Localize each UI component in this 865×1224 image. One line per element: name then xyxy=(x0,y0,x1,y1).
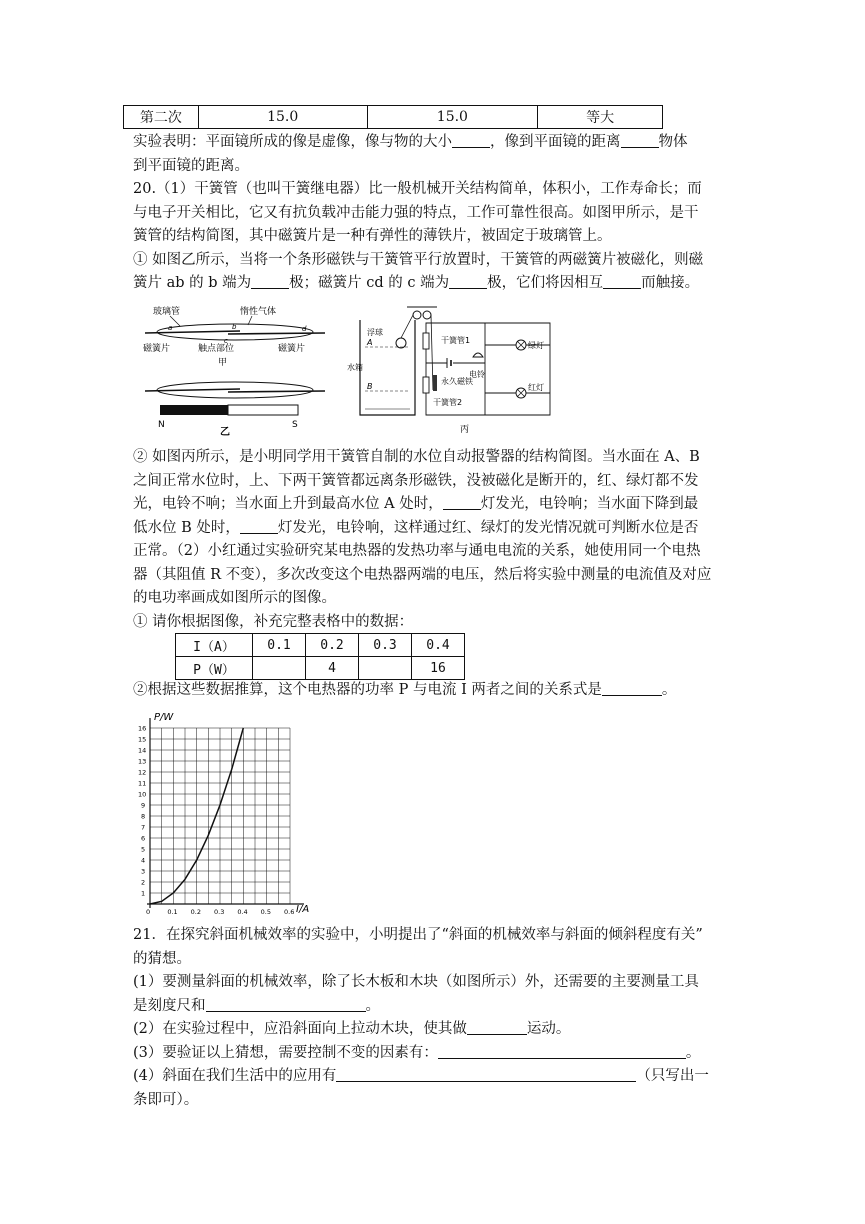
x-tick-label: 0.5 xyxy=(260,908,272,916)
label-b: b xyxy=(232,323,237,331)
label-contact: 触点部位 xyxy=(198,344,235,354)
label-b-level: B xyxy=(367,382,373,391)
answer-blank[interactable] xyxy=(621,133,659,148)
y-tick-label: 8 xyxy=(141,812,146,821)
question-20-relation: ②根据这些数据推算，这个电热器的功率 P 与电流 I 两者之间的关系式是 。 xyxy=(133,682,677,698)
y-tick-label: 14 xyxy=(138,746,147,755)
current-power-table xyxy=(175,633,465,680)
table-cell: 0.3 xyxy=(359,634,412,657)
bar-magnet-n xyxy=(160,405,228,415)
y-tick-label: 4 xyxy=(141,856,146,865)
answer-blank[interactable] xyxy=(443,495,481,510)
y-tick-label: 16 xyxy=(138,724,147,733)
caption-bing: 丙 xyxy=(460,425,470,435)
answer-blank[interactable] xyxy=(467,1020,527,1035)
x-tick-label: 0.6 xyxy=(284,908,295,916)
label-tank: 水箱 xyxy=(347,363,363,372)
table-row xyxy=(124,106,663,129)
float-ball xyxy=(396,338,406,348)
y-axis-label: P/W xyxy=(154,712,174,723)
answer-blank[interactable] xyxy=(438,1044,686,1059)
answer-blank[interactable] xyxy=(452,133,490,148)
table-cell: 0.4 xyxy=(412,634,465,657)
table-row xyxy=(176,634,465,657)
y-tick-label: 5 xyxy=(141,845,146,854)
x-tick-label: 0.1 xyxy=(167,908,178,916)
y-tick-label: 9 xyxy=(141,801,146,810)
y-tick-label: 13 xyxy=(138,757,147,766)
water-level-alarm-figure-bing xyxy=(345,305,560,440)
table-cell: P（W） xyxy=(176,657,253,680)
question-20-paragraph: 20.（1）干簧管（也叫干簧继电器）比一般机械开关结构简单，体积小，工作寿命长；而 与电子开关相比，它又有抗负载冲击能力强的特点，工作可靠性很高。如图甲所示，是干 簧管的结构简图，其中磁簧片是一种有弹性的薄铁片，被固定于玻璃管上。 ① 如图乙所示，当将一个条形磁铁与干簧管平行放置时，干簧管的两磁簧片被磁化，则磁 簧片 ab 的 b 端为 极；磁簧片 cd 的 c 端为 极，它们将因相互 而触接。 xyxy=(133,181,704,291)
label-reed1: 干簧管1 xyxy=(441,336,471,345)
y-tick-label: 10 xyxy=(138,790,147,799)
label-a: a xyxy=(168,324,173,332)
label-inert-gas: 惰性气体 xyxy=(240,307,277,317)
table-cell-input[interactable] xyxy=(253,657,306,680)
y-tick-label: 11 xyxy=(138,779,147,788)
label-red-lamp: 红灯 xyxy=(528,383,544,392)
y-tick-label: 7 xyxy=(141,823,146,832)
label-d: d xyxy=(302,325,307,333)
reed-switch-figure-jia-yi xyxy=(140,300,340,440)
table-cell: 15.0 xyxy=(198,106,367,129)
label-green-lamp: 绿灯 xyxy=(528,341,544,350)
table-cell: 16 xyxy=(412,657,465,680)
power-current-chart xyxy=(130,706,320,921)
x-tick-label: 0 xyxy=(146,908,151,916)
table-cell: 等大 xyxy=(538,106,663,129)
y-tick-label: 3 xyxy=(141,867,146,876)
bar-magnet-s xyxy=(228,405,298,415)
label-s: S xyxy=(292,420,298,430)
y-tick-label: 2 xyxy=(141,878,146,887)
label-glass-tube: 玻璃管 xyxy=(153,307,181,317)
table-cell: 0.2 xyxy=(306,634,359,657)
x-tick-label: 0.3 xyxy=(214,908,225,916)
answer-blank[interactable] xyxy=(602,681,662,696)
label-c: c xyxy=(224,337,228,345)
label-reed-right: 磁簧片 xyxy=(278,344,306,354)
table-cell: 4 xyxy=(306,657,359,680)
question-21-paragraph: 21．在探究斜面机械效率的实验中，小明提出了“斜面的机械效率与斜面的倾斜程度有关” 的猜想。 (1）要测量斜面的机械效率，除了长木板和木块（如图所示）外，还需要的主要测量工具 是刻度尺和 。 (2）在实验过程中，应沿斜面向上拉动木块，使其做 运动。 (3）要验证以上猜想，需要控制不变的因素有： 。 (4）斜面在我们生活中的应用有 （只写出一 条即可）。 xyxy=(133,927,709,1108)
conclusion-paragraph: 实验表明：平面镜所成的像是虚像，像与物的大小 ，像到平面镜的距离 物体 到平面镜的距离。 xyxy=(133,134,688,174)
y-tick-label: 12 xyxy=(138,768,147,777)
table-cell-input[interactable] xyxy=(359,657,412,680)
caption-yi: 乙 xyxy=(220,427,230,438)
label-bell: 电铃 xyxy=(469,370,485,379)
result-table xyxy=(123,105,663,129)
answer-blank[interactable] xyxy=(206,997,366,1012)
x-tick-label: 0.2 xyxy=(190,908,202,916)
table-cell: 0.1 xyxy=(253,634,306,657)
label-reed2: 干簧管2 xyxy=(433,398,463,407)
bell-icon xyxy=(473,353,483,357)
y-tick-label: 6 xyxy=(141,834,146,843)
question-20-paragraph-2: ② 如图丙所示，是小明同学用干簧管自制的水位自动报警器的结构简图。当水面在 A、B 之间正常水位时，上、下两干簧管都远离条形磁铁，没被磁化是断开的，红、绿灯都不发 光，电铃不响；当水面上升到最高水位 A 处时， 灯发光，电铃响；当水面下降到最 低水位 B 处时， 灯发光，电铃响，这样通过红、绿灯的发光情况就可判断水位是否 正常。（2）小红通过实验研究某电热器的发热功率与通电电流的关系，她使用同一个电热 器（其阻值 R 不变），多次改变这个电热器两端的电压，然后将实验中测量的电流值及对应 的电功率画成如图所示的图像。 ① 请你根据图像，补充完整表格中的数据： xyxy=(133,449,712,630)
answer-blank[interactable] xyxy=(336,1067,636,1082)
table-row xyxy=(176,657,465,680)
label-float: 浮球 xyxy=(367,328,383,337)
label-reed-left: 磁簧片 xyxy=(143,344,171,354)
y-tick-label: 15 xyxy=(138,735,147,744)
answer-blank[interactable] xyxy=(603,274,641,289)
caption-jia: 甲 xyxy=(218,358,228,368)
label-magnet: 永久磁铁 xyxy=(441,377,473,386)
answer-blank[interactable] xyxy=(251,274,289,289)
table-cell: 15.0 xyxy=(367,106,538,129)
label-n: N xyxy=(158,420,165,430)
x-tick-label: 0.4 xyxy=(237,908,248,916)
answer-blank[interactable] xyxy=(449,274,487,289)
table-cell: 第二次 xyxy=(124,106,199,129)
answer-blank[interactable] xyxy=(240,519,278,534)
label-a-level: A xyxy=(367,338,373,347)
x-axis-label: I/A xyxy=(296,904,310,915)
y-tick-label: 1 xyxy=(141,889,146,898)
table-cell: I（A） xyxy=(176,634,253,657)
